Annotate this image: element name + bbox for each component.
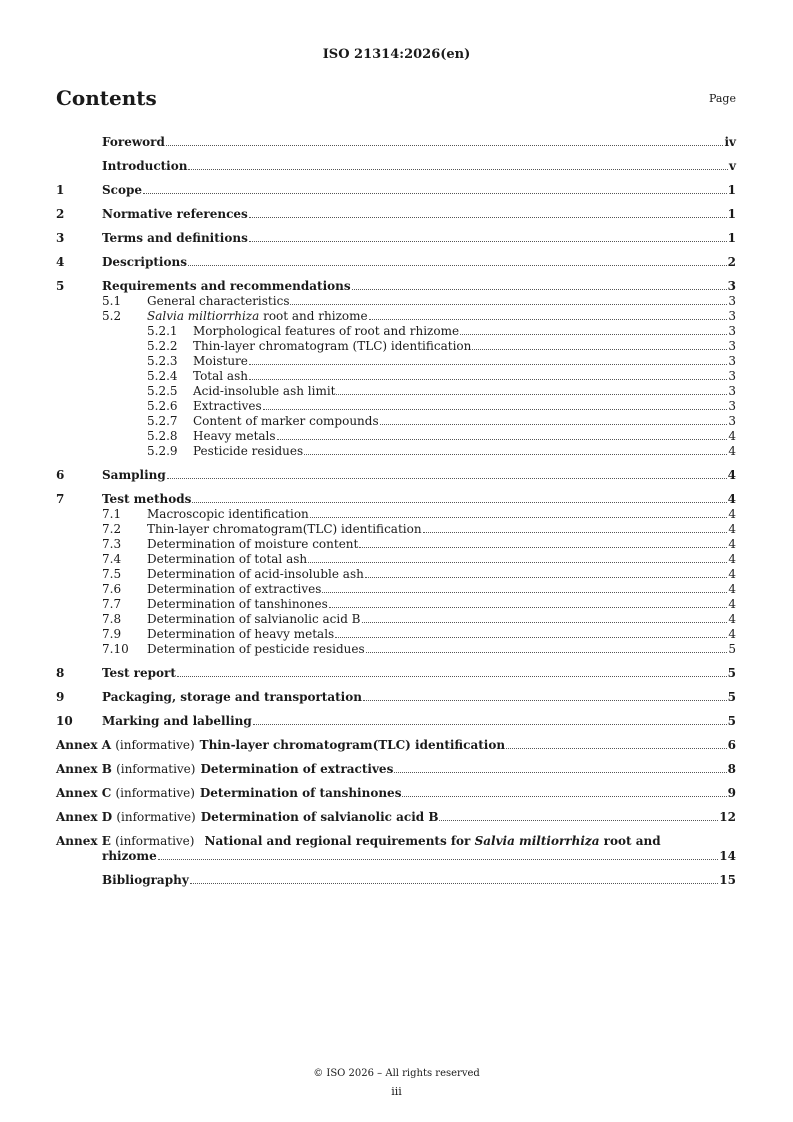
dot-leader <box>423 532 728 533</box>
toc-entry[interactable] <box>56 762 736 777</box>
dot-leader <box>322 592 727 593</box>
toc-entry[interactable] <box>56 135 736 150</box>
toc-entry[interactable] <box>56 159 736 174</box>
toc-entry-number: 5.2.3 <box>147 354 178 368</box>
dot-leader <box>188 169 728 170</box>
dot-leader <box>167 478 727 479</box>
toc-entry-title: Determination of salvianolic acid B <box>147 612 361 626</box>
toc-entry-page: 4 <box>728 429 736 443</box>
annex-informative: (informative) <box>116 810 196 824</box>
toc-entry[interactable] <box>56 522 736 537</box>
toc-entry-title: Bibliography <box>102 873 189 887</box>
dot-leader <box>190 883 719 884</box>
toc-entry-page: 3 <box>728 354 736 368</box>
toc-entry-page: 3 <box>728 324 736 338</box>
toc-entry-title: Descriptions <box>102 255 187 269</box>
toc-entry-number: 7.3 <box>102 537 122 551</box>
toc-entry-page: 5 <box>728 642 736 656</box>
annex-informative: (informative) <box>115 738 195 752</box>
page-title: Contents <box>56 86 157 110</box>
toc-entry-number: 1 <box>56 183 65 197</box>
toc-entry-number: 7.10 <box>102 642 129 656</box>
toc-entry[interactable] <box>56 294 736 309</box>
dot-leader <box>188 265 727 266</box>
toc-entry-page: 4 <box>728 627 736 641</box>
dot-leader <box>158 859 719 860</box>
toc-entry[interactable] <box>56 339 736 354</box>
dot-leader <box>308 562 727 563</box>
toc-entry-title: Thin-layer chromatogram(TLC) identification <box>147 522 422 536</box>
toc-entry-number: 10 <box>56 714 73 728</box>
toc-entry-page: 3 <box>728 309 736 323</box>
toc-entry-title: Pesticide residues <box>193 444 304 458</box>
toc-entry-number: 5.2.7 <box>147 414 178 428</box>
toc-entry-page: 5 <box>727 666 736 680</box>
dot-leader <box>439 820 718 821</box>
toc-entry-title-italic: Salvia miltiorrhiza <box>147 309 260 323</box>
dot-leader <box>310 517 728 518</box>
toc-entry[interactable] <box>56 309 736 324</box>
toc-entry-title-italic: Salvia miltiorrhiza <box>474 834 600 848</box>
toc-entry-number: 4 <box>56 255 65 269</box>
toc-entry[interactable] <box>56 255 736 270</box>
toc-entry-page: 4 <box>728 597 736 611</box>
dot-leader <box>335 637 727 638</box>
toc-entry-page: 2 <box>727 255 736 269</box>
toc-entry-title: General characteristics <box>147 294 290 308</box>
toc-entry[interactable] <box>56 612 736 627</box>
dot-leader <box>352 289 727 290</box>
toc-entry-page: 5 <box>727 714 736 728</box>
toc-entry-title: Thin-layer chromatogram(TLC) identification <box>199 738 506 752</box>
toc-entry-title: Determination of tanshinones <box>147 597 328 611</box>
toc-entry[interactable] <box>56 183 736 198</box>
toc-entry-number: 7 <box>56 492 65 506</box>
toc-entry-page: 8 <box>727 762 736 776</box>
toc-entry-page: 4 <box>728 552 736 566</box>
toc-entry-number: 7.7 <box>102 597 122 611</box>
dot-leader <box>177 676 727 677</box>
toc-entry-title: Test report <box>102 666 176 680</box>
toc-entry[interactable] <box>56 666 736 681</box>
annex-informative: (informative) <box>115 834 195 848</box>
toc-entry-number: 5.2.6 <box>147 399 178 413</box>
toc-entry-page: 3 <box>727 279 736 293</box>
toc-entry[interactable] <box>56 714 736 729</box>
toc-entry-number: 9 <box>56 690 65 704</box>
toc-entry-page: 6 <box>727 738 736 752</box>
dot-leader <box>253 724 727 725</box>
dot-leader <box>363 700 727 701</box>
toc-entry-number: 7.6 <box>102 582 122 596</box>
toc-entry-title: Heavy metals <box>193 429 276 443</box>
dot-leader <box>249 217 727 218</box>
dot-leader <box>506 748 727 749</box>
dot-leader <box>166 145 724 146</box>
toc-entry-page: 4 <box>728 444 736 458</box>
page-number: iii <box>391 1085 402 1098</box>
toc-entry-page: 4 <box>727 492 736 506</box>
toc-entry[interactable] <box>56 399 736 414</box>
toc-entry-page: 1 <box>727 207 736 221</box>
toc-entry-title: Introduction <box>102 159 188 173</box>
toc-entry-page: 4 <box>728 522 736 536</box>
document-id: ISO 21314:2026(en) <box>322 47 471 62</box>
toc-entry-title: Determination of extractives <box>147 582 322 596</box>
toc-entry-number: 3 <box>56 231 65 245</box>
toc-entry-title: Marking and labelling <box>102 714 252 728</box>
toc-entry[interactable] <box>56 231 736 246</box>
toc-entry-page: v <box>729 159 736 173</box>
toc-entry-page: iv <box>724 135 736 149</box>
toc-entry[interactable] <box>56 468 736 483</box>
dot-leader <box>249 379 727 380</box>
toc-entry-title: Morphological features of root and rhizome <box>193 324 460 338</box>
toc-entry-number: 7.9 <box>102 627 122 641</box>
annex-label: Annex C <box>56 786 112 800</box>
toc-entry-page: 1 <box>727 183 736 197</box>
toc-entry[interactable] <box>56 354 736 369</box>
toc-entry-title: Determination of heavy metals <box>147 627 335 641</box>
toc-entry-page: 1 <box>727 231 736 245</box>
toc-entry-title: Determination of total ash <box>147 552 308 566</box>
toc-entry-page: 3 <box>728 339 736 353</box>
toc-entry-title: rhizome <box>102 849 157 863</box>
toc-entry-title: Acid-insoluble ash limit <box>193 384 336 398</box>
dot-leader <box>394 772 726 773</box>
toc-entry-page: 4 <box>728 567 736 581</box>
toc-entry-title: root and <box>599 834 661 848</box>
toc-entry-page: 4 <box>728 582 736 596</box>
toc-entry-title: Determination of pesticide residues <box>147 642 365 656</box>
annex-informative: (informative) <box>116 762 196 776</box>
toc-entry-page: 15 <box>719 873 736 887</box>
toc-entry-number: 5.1 <box>102 294 122 308</box>
toc-entry-number: 7.1 <box>102 507 122 521</box>
annex-informative: (informative) <box>115 786 195 800</box>
dot-leader <box>359 547 727 548</box>
toc-entry-page: 5 <box>727 690 736 704</box>
toc-entry-title: Determination of moisture content <box>147 537 359 551</box>
toc-entry-title: Thin-layer chromatogram (TLC) identification <box>193 339 472 353</box>
toc-entry[interactable] <box>56 429 736 444</box>
toc-entry[interactable] <box>56 690 736 705</box>
toc-entry-page: 4 <box>728 537 736 551</box>
toc-entry[interactable] <box>56 627 736 642</box>
annex-label: Annex E <box>56 834 111 848</box>
toc-entry-title: Determination of tanshinones <box>199 786 402 800</box>
toc-entry-title: Sampling <box>102 468 166 482</box>
toc-entry-number: 7.2 <box>102 522 122 536</box>
dot-leader <box>380 424 728 425</box>
page-column-label: Page <box>708 92 736 105</box>
toc-entry-title: Packaging, storage and transportation <box>102 690 362 704</box>
dot-leader <box>366 652 728 653</box>
annex-label: Annex B <box>56 762 112 776</box>
toc-entry-title: Determination of acid-insoluble ash <box>147 567 364 581</box>
toc-entry[interactable] <box>56 786 736 801</box>
toc-entry-title: Terms and definitions <box>102 231 248 245</box>
toc-entry-title: National and regional requirements for <box>204 834 475 848</box>
toc-entry-number: 5.2.5 <box>147 384 178 398</box>
toc-entry-page: 9 <box>727 786 736 800</box>
dot-leader <box>290 304 727 305</box>
toc-entry-number: 8 <box>56 666 65 680</box>
toc-entry-number: 5 <box>56 279 65 293</box>
dot-leader <box>263 409 728 410</box>
toc-entry[interactable] <box>56 369 736 384</box>
toc-entry-title: root and rhizome <box>259 309 368 323</box>
toc-entry-page: 3 <box>728 369 736 383</box>
dot-leader <box>249 364 727 365</box>
dot-leader <box>362 622 728 623</box>
toc-entry-title: Total ash <box>193 369 248 383</box>
toc-entry[interactable] <box>56 384 736 399</box>
toc-entry-number: 5.2.4 <box>147 369 178 383</box>
toc-entry-title: Macroscopic identification <box>147 507 309 521</box>
toc-entry-number: 7.5 <box>102 567 122 581</box>
toc-entry-page: 3 <box>728 294 736 308</box>
toc-entry-page: 3 <box>728 399 736 413</box>
toc-entry-title: Determination of salvianolic acid B <box>200 810 439 824</box>
toc-entry-page: 4 <box>728 612 736 626</box>
dot-leader <box>402 796 726 797</box>
toc-entry[interactable] <box>56 507 736 522</box>
toc-entry-title: Content of marker compounds <box>193 414 379 428</box>
dot-leader <box>336 394 727 395</box>
annex-label: Annex A <box>56 738 112 752</box>
toc-entry-title: Extractives <box>193 399 262 413</box>
dot-leader <box>365 577 728 578</box>
table-of-contents <box>56 126 736 888</box>
toc-entry-title: Scope <box>102 183 143 197</box>
toc-entry-page: 12 <box>719 810 736 824</box>
dot-leader <box>460 334 727 335</box>
dot-leader <box>369 319 728 320</box>
toc-entry-number: 5.2.9 <box>147 444 178 458</box>
dot-leader <box>329 607 728 608</box>
toc-entry-number: 5.2.8 <box>147 429 178 443</box>
toc-entry[interactable] <box>56 414 736 429</box>
dot-leader <box>192 502 726 503</box>
toc-entry-number: 5.2.2 <box>147 339 178 353</box>
toc-entry[interactable] <box>56 279 736 294</box>
toc-entry-page: 4 <box>728 507 736 521</box>
toc-entry[interactable] <box>56 582 736 597</box>
toc-entry-page: 14 <box>719 849 736 863</box>
toc-entry-number: 7.4 <box>102 552 122 566</box>
toc-entry-title: Moisture <box>193 354 248 368</box>
dot-leader <box>143 193 727 194</box>
toc-entry-page: 3 <box>728 384 736 398</box>
toc-entry-number: 2 <box>56 207 65 221</box>
toc-entry-title: Foreword <box>102 135 165 149</box>
dot-leader <box>277 439 728 440</box>
copyright-notice: © ISO 2026 – All rights reserved <box>313 1068 480 1079</box>
toc-entry[interactable] <box>56 324 736 339</box>
toc-entry[interactable] <box>56 642 736 657</box>
toc-entry[interactable] <box>56 597 736 612</box>
toc-entry-title: Normative references <box>102 207 248 221</box>
toc-entry[interactable] <box>56 492 736 507</box>
toc-entry-title: Requirements and recommendations <box>102 279 351 293</box>
toc-entry[interactable] <box>56 567 736 582</box>
toc-entry-number: 5.2 <box>102 309 122 323</box>
toc-entry-number: 7.8 <box>102 612 122 626</box>
dot-leader <box>472 349 727 350</box>
toc-entry[interactable] <box>56 552 736 567</box>
dot-leader <box>304 454 727 455</box>
toc-entry-page: 4 <box>727 468 736 482</box>
toc-entry-number: 5.2.1 <box>147 324 178 338</box>
toc-entry[interactable] <box>56 444 736 459</box>
toc-entry-title: Determination of extractives <box>200 762 394 776</box>
toc-entry[interactable] <box>56 537 736 552</box>
toc-entry-page: 3 <box>728 414 736 428</box>
toc-entry[interactable] <box>56 810 736 825</box>
toc-entry-number: 6 <box>56 468 65 482</box>
toc-entry[interactable] <box>56 738 736 753</box>
dot-leader <box>249 241 727 242</box>
toc-entry-title: Test methods <box>102 492 192 506</box>
toc-entry[interactable] <box>56 873 736 888</box>
toc-entry[interactable] <box>56 834 736 864</box>
annex-label: Annex D <box>56 810 113 824</box>
toc-entry[interactable] <box>56 207 736 222</box>
